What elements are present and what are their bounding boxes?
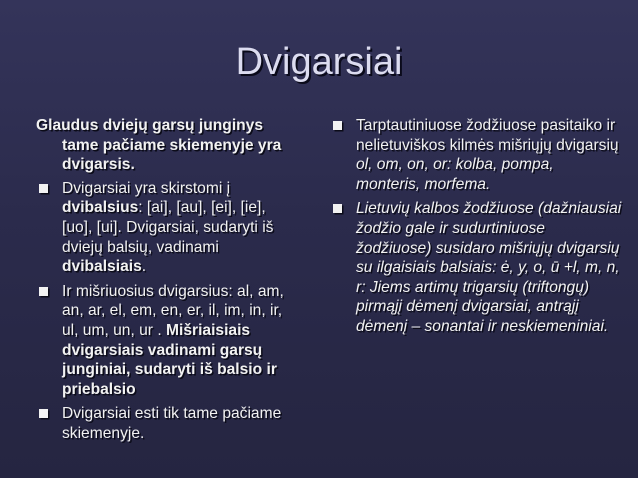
rb2-text: Lietuvių kalbos žodžiuose (dažniausiai žodžio gale ir sudurtiniuose žodžiuose) susidaro mišriųjų dvigarsių su ilgaisiais balsiais: ė, y, o, ū +l, m, n, r: Jiems artimų trigarsių (triftongų) pirmąjį dėmenį dvigarsiai, antrąjį dėmenį – sonantai ir neskiemeniniai. — [356, 200, 622, 335]
slide-title: Dvigarsiai — [235, 41, 403, 83]
left-bullet-1 — [36, 179, 286, 277]
square-bullet-icon — [39, 287, 48, 296]
rb1-text-1: Tarptautiniuose žodžiuose pasitaiko ir nelietuviškos kilmės mišriųjų dvigarsių — [356, 117, 619, 154]
left-column — [36, 116, 286, 449]
b1-text-1: Dvigarsiai yra skirstomi į — [62, 179, 231, 197]
right-bullet-2 — [330, 199, 622, 336]
right-column — [330, 116, 622, 342]
intro-text: Glaudus dviejų garsų junginys tame pačiame skiemenyje yra dvigarsis. — [36, 117, 282, 174]
square-bullet-icon — [39, 184, 48, 193]
rb1-text-2: ol, om, on, or: kolba, pompa, monteris, morfema. — [356, 156, 554, 193]
b1-text-5: . — [141, 258, 147, 276]
b3-text: Dvigarsiai esti tik tame pačiame skiemenyje. — [62, 405, 282, 442]
b1-text-2: dvibalsius — [62, 199, 139, 217]
b2-text-2: Mišriaisiais dvigarsiais vadinami garsų junginiai, sudaryti iš balsio ir priebalsio — [62, 321, 277, 398]
square-bullet-icon — [39, 409, 48, 418]
left-bullet-3 — [36, 404, 286, 443]
square-bullet-icon — [333, 204, 342, 213]
b1-text-4: dvibalsiais — [62, 258, 142, 276]
left-bullet-2 — [36, 282, 286, 400]
square-bullet-icon — [333, 121, 342, 130]
right-bullet-1 — [330, 116, 622, 194]
b1-text-3: : [ai], [au], [ei], [ie], [uo], [ui]. Dvigarsiai, sudaryti iš dviejų balsių, vadinami — [62, 199, 274, 256]
b2-text-1: Ir mišriuosius dvigarsius: al, am, an, ar, el, em, en, er, il, im, in, ir, ul, um, un, ur . — [62, 282, 284, 339]
intro-paragraph — [36, 116, 286, 175]
